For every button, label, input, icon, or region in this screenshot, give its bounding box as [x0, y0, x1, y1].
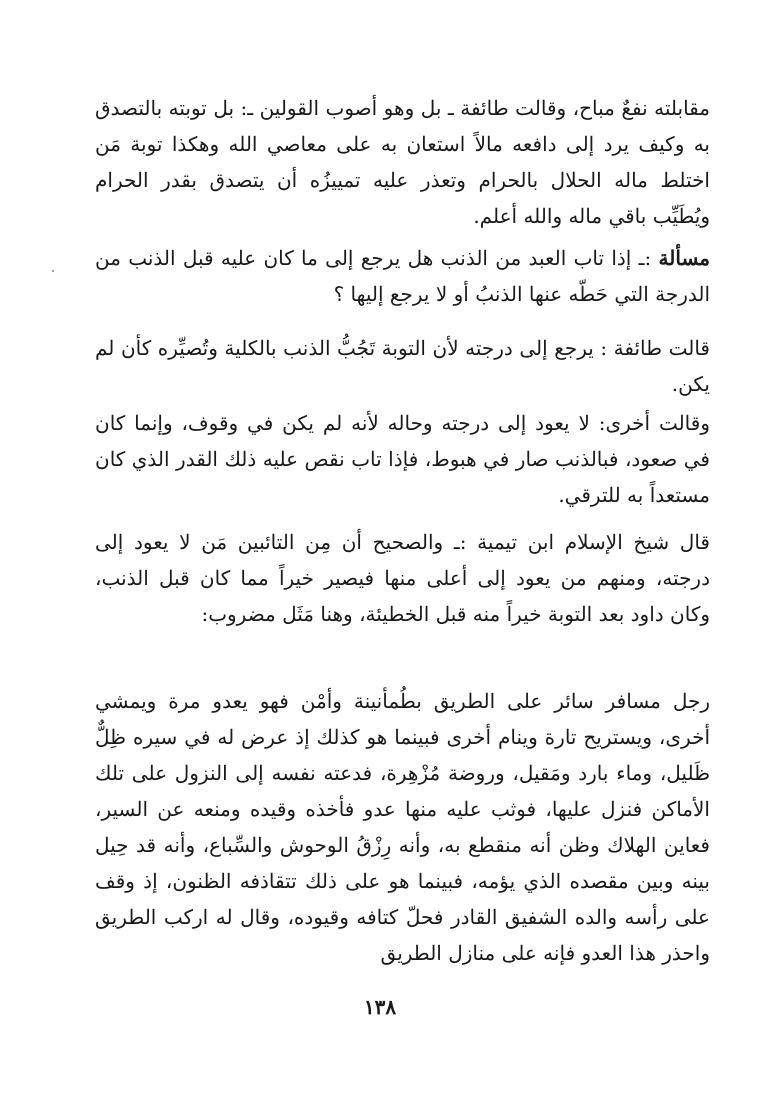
paragraph-4-text: وقالت أخرى: لا يعود إلى درجته وحاله لأنه لم يكن في وقوف، وإنما كان في صعود، فبالذنب صار في هبوط، فإذا تاب نقص عليه ذلك القدر الذي كان مستعداً به للترقي. — [95, 411, 710, 507]
paragraph-3-text: قالت طائفة : يرجع إلى درجته لأن التوبة تَجُبُّ الذنب بالكلية وتُصيِّره كأن لم يكن. — [95, 336, 710, 396]
margin-speck — [52, 270, 54, 272]
paragraph-2-lead: مسألة — [658, 246, 711, 270]
paragraph-2-text: :ـ إذا تاب العبد من الذنب هل يرجع إلى ما كان عليه قبل الذنب من الدرجة التي حَطّه عنها الذنبُ أو لا يرجع إليها ؟ — [95, 246, 710, 306]
paragraph-2 — [95, 240, 710, 312]
page-number: ١٣٨ — [363, 995, 397, 1019]
paragraph-4 — [95, 405, 710, 513]
paragraph-1-text: مقابلته نفعٌ مباح، وقالت طائفة ـ بل وهو أصوب القولين ـ: بل توبته بالتصدق به وكيف يرد إلى دافعه مالاً استعان به على معاصي الله وهكذا توبة مَن اختلط ماله الحلال بالحرام وتعذر عليه تمييزُه أن يتصدق بقدر الحرام ويُطَيِّب باقي ماله والله أعلم. — [95, 96, 710, 228]
paragraph-3 — [95, 330, 710, 402]
paragraph-5-text: قال شيخ الإسلام ابن تيمية :ـ والصحيح أن مِن التائبين مَن لا يعود إلى درجته، ومنهم من يعود إلى أعلى منها فيصير خيراً مما كان قبل الذنب، وكان داود بعد التوبة خيراً منه قبل الخطيئة، وهنا مَثَل مضروب: — [95, 530, 710, 626]
paragraph-5 — [95, 524, 710, 632]
paragraph-2-body — [95, 240, 710, 312]
paragraph-6-text: رجل مسافر سائر على الطريق بطُمأنينة وأمْن فهو يعدو مرة ويمشي أخرى، ويستريح تارة وينام أخرى فبينما هو كذلك إذ عرض له في سيره ظِلٌّ ظَليل، وماء بارد ومَقيل، وروضة مُزْهِرة، فدعته نفسه إلى النزول على تلك الأماكن فنزل عليها، فوثب عليه منها عدو فأخذه وقيده ومنعه عن السير، فعاين الهلاك وظن أنه منقطع به، وأنه رِزْقُ الوحوش والسِّباع، وأنه قد حِيل بينه وبين مقصده الذي يؤمه، فبينما هو على ذلك تتقاذفه الظنون، إذ وقف على رأسه والده الشفيق القادر فحلّ كتافه وقيوده، وقال له اركب الطريق واحذر هذا العدو فإنه على منازل الطريق — [95, 689, 711, 965]
paragraph-1 — [95, 90, 710, 234]
paragraph-6 — [95, 683, 710, 971]
